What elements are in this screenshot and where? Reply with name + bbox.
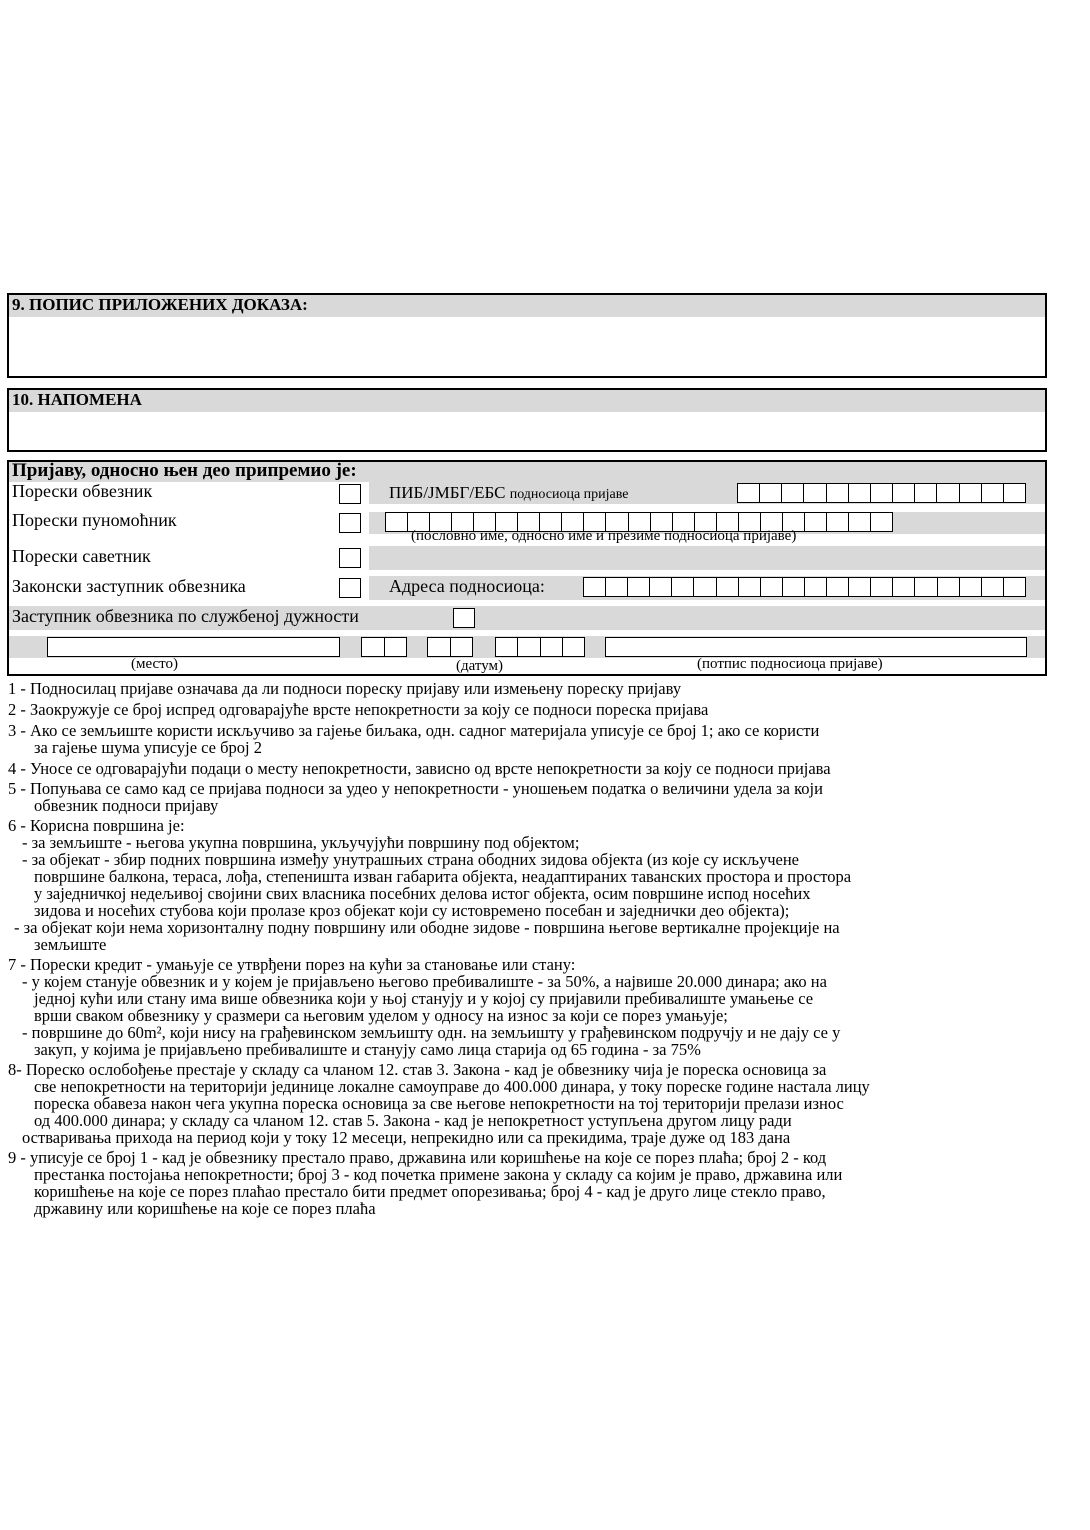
note-7-b: - површине до 60m², који нису на грађевинском земљишту одн. на земљишту у грађевинском подручју и не дају се у (22, 1023, 841, 1042)
checkbox-official-rep[interactable] (453, 608, 475, 628)
date-day-cells[interactable] (361, 637, 407, 657)
address-input-cells[interactable] (583, 577, 1026, 597)
note-8-cont2: пореска обавеза након чега укупна пореска основица за све његове непокретности на тој територији прелази износ (34, 1094, 844, 1113)
note-9-cont3: државину или коришћење на које се порез плаћа (34, 1199, 376, 1218)
note-6-b-cont2: у заједничкој недељивој својини свих власника посебних делова истог објекта, осим површине испод носећих (34, 884, 811, 903)
signature-field[interactable] (605, 637, 1027, 657)
note-7-a-cont2: врши сваком обвезнику у сразмери са његовим уделом у односу на износ за који се порез умањује; (34, 1006, 728, 1025)
pib-label (389, 483, 629, 503)
row-taxpayer-label: Порески обвезник (12, 481, 153, 501)
note-6-b-cont3: зидова и носећих стубова који пролазе кроз објекат који су истовремено посебан и заједнички део објекта); (34, 901, 790, 920)
note-8-cont4: остваривања прихода на период који у току 12 месеци, непрекидно или са прекидима, траје дуже од 183 дана (22, 1128, 791, 1147)
note-3-cont: за гајење шума уписује се број 2 (34, 738, 262, 757)
section-9-title: 9. ПОПИС ПРИЛОЖЕНИХ ДОКАЗА: (12, 295, 308, 314)
date-year-cells[interactable] (495, 637, 585, 657)
note-4: 4 - Уносе се одговарајући подаци о месту непокретности, зависно од врсте непокретности за коју се подноси пријава (8, 759, 831, 778)
note-8-cont1: све непокретности на територији јединице локалне самоуправе до 400.000 динара, у току пореске године настала лицу (34, 1077, 870, 1096)
pib-sub-text: подносиоца пријаве (509, 487, 629, 502)
note-7-a: - у којем станује обвезник и у којем је пријављено његово пребивалиште - за 50%, а највише 20.000 динара; ако на (22, 972, 827, 991)
section-9-box (7, 293, 1047, 378)
name-caption: (пословно име, односно име и презиме подносиоца пријаве) (411, 528, 797, 544)
note-7-a-cont1: једној кући или стану има више обвезника који у њој станују и у којој су пријавили пребивалиште умањење се (34, 989, 814, 1008)
signature-caption: (потпис подносиоца пријаве) (697, 656, 883, 672)
footnotes (8, 680, 1084, 1217)
note-1: 1 - Подносилац пријаве означава да ли подноси пореску пријаву или измењену пореску пријаву (8, 679, 682, 698)
note-6-a: - за земљиште - његова укупна површина, укључујући површину под објектом; (22, 833, 580, 852)
note-6-c: - за објекат који нема хоризонталну подну површину или ободне зидове - површина његове вертикалне пројекције на (14, 918, 840, 937)
band (369, 546, 1045, 570)
note-8: 8- Пореско ослобођење престаје у складу са чланом 12. став 3. Закона - кад је обвезнику чија је пореска основица за (8, 1060, 827, 1079)
row-proxy-label: Порески пуномоћник (12, 510, 177, 530)
note-5-cont: обвезник подноси пријаву (34, 796, 219, 815)
place-field[interactable] (47, 637, 340, 657)
section-10-box (7, 388, 1047, 452)
row-official-rep-label: Заступник обвезника по службеној дужности (12, 606, 359, 626)
note-6: 6 - Корисна површина је: (8, 816, 185, 835)
note-2: 2 - Заокружује се број испред одговарајуће врсте непокретности за коју се подноси пореска пријава (8, 700, 709, 719)
row-legal-rep-label: Законски заступник обвезника (12, 576, 246, 596)
note-6-b-cont1: површине балкона, тераса, лођа, степеништа изван габарита објекта, неадаптираних таванских простора и простора (34, 867, 852, 886)
note-7: 7 - Порески кредит - умањује се утврђени порез на кући за становање или стану: (8, 955, 576, 974)
note-7-b-cont: закуп, у којима је пријављено пребивалиште и станују само лица старија од 65 година - за 75% (34, 1040, 701, 1059)
checkbox-advisor[interactable] (339, 548, 361, 568)
prepared-by-box (7, 460, 1047, 676)
note-9-cont1: престанка постојања непокретности; број 3 - код почетка примене закона у складу са којим је право, државина или (34, 1165, 843, 1184)
note-8-cont3: од 400.000 динара; у складу са чланом 12. став 5. Закона - кад је непокретност уступљена другом лицу ради (34, 1111, 792, 1130)
pib-input-cells[interactable] (737, 483, 1026, 503)
checkbox-proxy[interactable] (339, 513, 361, 533)
prepared-by-title: Пријаву, односно њен део припремио је: (12, 460, 357, 481)
checkbox-taxpayer[interactable] (339, 484, 361, 504)
note-6-b: - за објекат - збир подних површина између унутрашњих страна ободних зидова објекта (из које су искључене (22, 850, 799, 869)
pib-label-text: ПИБ/ЈМБГ/ЕБС (389, 483, 506, 502)
note-9-cont2: коришћење на које се порез плаћао престало бити предмет опорезивања; број 4 - кад је друго лице стекло право, (34, 1182, 826, 1201)
note-5: 5 - Попуњава се само кад се пријава подноси за удео у непокретности - уношењем податка о величини удела за који (8, 779, 823, 798)
section-10-title: 10. НАПОМЕНА (12, 390, 142, 409)
section-10-header-bar (9, 390, 1045, 412)
place-caption: (место) (131, 656, 179, 672)
note-9: 9 - уписује се број 1 - кад је обвезнику престало право, државина или коришћење на које се порез плаћа; број 2 - код (8, 1148, 827, 1167)
address-label: Адреса подносиоца: (389, 576, 545, 596)
note-3: 3 - Ако се земљиште користи искључиво за гајење биљака, одн. садног материјала уписује се број 1; ако се користи (8, 721, 820, 740)
note-6-c-cont: земљиште (34, 935, 107, 954)
checkbox-legal-rep[interactable] (339, 578, 361, 598)
date-month-cells[interactable] (427, 637, 473, 657)
date-caption: (датум) (456, 658, 504, 674)
row-advisor-label: Порески саветник (12, 546, 151, 566)
